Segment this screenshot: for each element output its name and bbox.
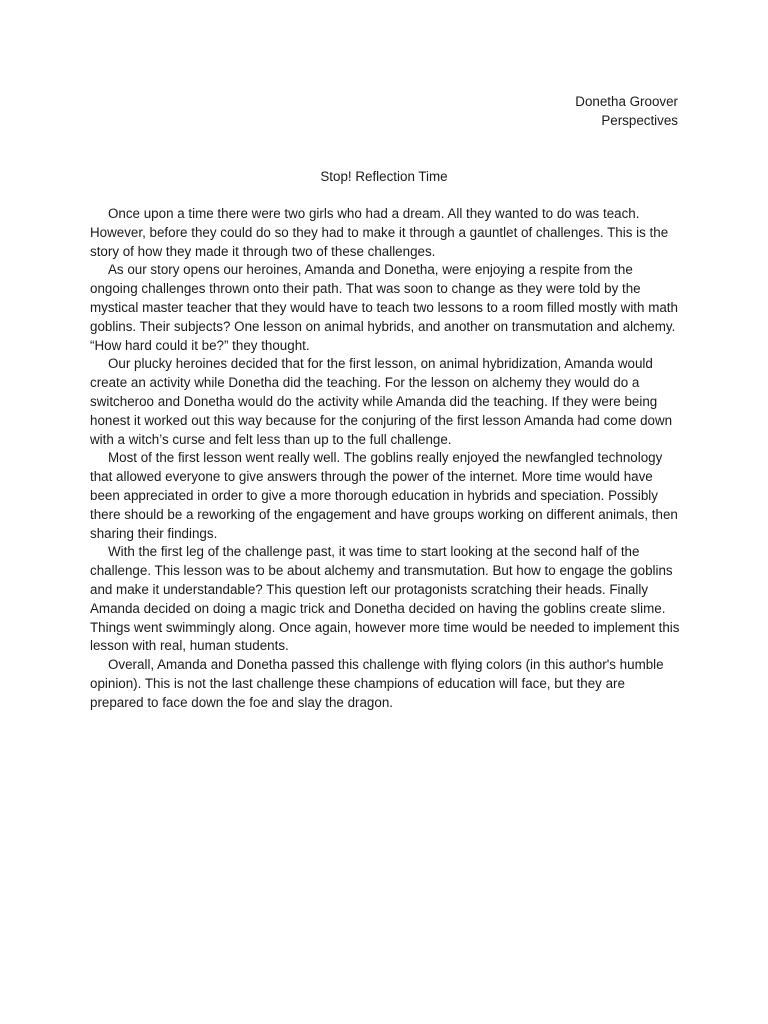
paragraph: Once upon a time there were two girls who had a dream. All they wanted to do was teach. However, before they could do so they had to make it through a gauntlet of challenges. This is the story of how they made it through two of these challenges. <box>90 206 669 259</box>
document-title: Stop! Reflection Time <box>320 169 448 184</box>
paragraph: With the first leg of the challenge past, it was time to start looking at the second half of the challenge. This lesson was to be about alchemy and transmutation. But how to engage the goblins and make it understandable? This question left our protagonists scratching their heads. Finally Amanda decided on doing a magic trick and Donetha decided on having the goblins create slime. Things went swimmingly along. Once again, however more time would be needed to implement this lesson with real, human students. <box>90 544 680 654</box>
author-name: Donetha Groover <box>575 94 678 109</box>
document-body <box>90 205 680 713</box>
document-header <box>575 92 678 130</box>
paragraph: Our plucky heroines decided that for the first lesson, on animal hybridization, Amanda would create an activity while Donetha did the teaching. For the lesson on alchemy they would do a switcheroo and Donetha would do the activity while Amanda did the teaching. If they were being honest it worked out this way because for the conjuring of the first lesson Amanda had come down with a witch’s curse and felt less than up to the full challenge. <box>90 356 673 447</box>
paragraph: As our story opens our heroines, Amanda and Donetha, were enjoying a respite from the ongoing challenges thrown onto their path. That was soon to change as they were told by the mystical master teacher that they would have to teach two lessons to a room filled mostly with math goblins. Their subjects? One lesson on animal hybrids, and another on transmutation and alchemy. “How hard could it be?” they thought. <box>90 262 678 353</box>
paragraph: Most of the first lesson went really well. The goblins really enjoyed the newfangled technology that allowed everyone to give answers through the power of the internet. More time would have been appreciated in order to give a more thorough education in hybrids and speciation. Possibly there should be a reworking of the engagement and have groups working on different animals, then sharing their findings. <box>90 450 678 541</box>
paragraph: Overall, Amanda and Donetha passed this challenge with flying colors (in this author's humble opinion). This is not the last challenge these champions of education will face, but they are prepared to face down the foe and slay the dragon. <box>90 657 664 710</box>
course-name: Perspectives <box>601 113 678 128</box>
